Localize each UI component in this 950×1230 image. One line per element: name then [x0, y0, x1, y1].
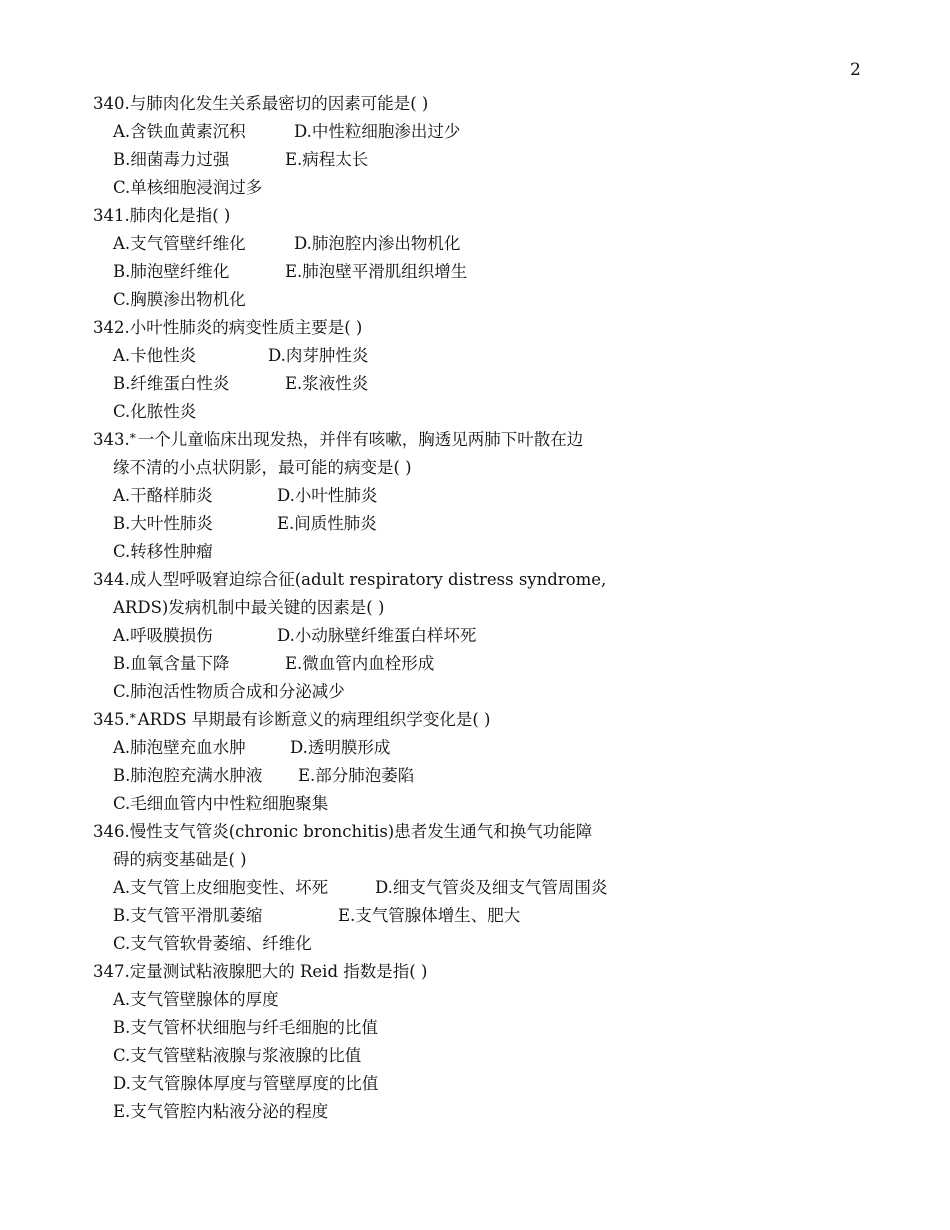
- question-344: [93, 566, 893, 706]
- option-a: A.支气管上皮细胞变性、坏死: [113, 878, 329, 897]
- option-row: [93, 902, 893, 930]
- option-b: B.支气管杯状细胞与纤毛细胞的比值: [113, 1018, 378, 1037]
- option-e: E.肺泡壁平滑肌组织增生: [285, 262, 468, 281]
- option-a: A.支气管壁腺体的厚度: [113, 990, 279, 1009]
- option-c: C.单核细胞浸润过多: [113, 178, 263, 197]
- option-e: E.间质性肺炎: [277, 514, 377, 533]
- question-number: 343.: [93, 430, 130, 449]
- option-b: B.大叶性肺炎: [113, 514, 213, 533]
- option-b: B.肺泡腔充满水肿液: [113, 766, 263, 785]
- option-c: C.化脓性炎: [113, 402, 197, 421]
- option-d: D.透明膜形成: [290, 738, 391, 757]
- option-row: [93, 370, 893, 398]
- question-stem: [93, 426, 893, 454]
- question-342: [93, 314, 893, 426]
- option-a: A.支气管壁纤维化: [113, 234, 246, 253]
- option-d: D.肉芽肿性炎: [268, 346, 369, 365]
- question-346: [93, 818, 893, 958]
- page-number: 2: [850, 60, 861, 80]
- option-b: B.血氧含量下降: [113, 654, 230, 673]
- option-b: B.肺泡壁纤维化: [113, 262, 230, 281]
- option-b: B.纤维蛋白性炎: [113, 374, 230, 393]
- option-row: [93, 258, 893, 286]
- option-a: A.含铁血黄素沉积: [113, 122, 246, 141]
- option-row: [93, 734, 893, 762]
- option-row: [93, 510, 893, 538]
- question-345: [93, 706, 893, 818]
- option-c: C.支气管壁粘液腺与浆液腺的比值: [113, 1046, 362, 1065]
- option-c: C.肺泡活性物质合成和分泌减少: [113, 682, 345, 701]
- option-d: D.细支气管炎及细支气管周围炎: [375, 878, 608, 897]
- option-a: A.卡他性炎: [113, 346, 197, 365]
- option-d: D.肺泡腔内渗出物机化: [294, 234, 461, 253]
- option-a: A.干酪样肺炎: [113, 486, 213, 505]
- question-347: [93, 958, 893, 1126]
- option-row: [93, 342, 893, 370]
- question-stem: 344.成人型呼吸窘迫综合征(adult respiratory distress syndrome,: [93, 570, 607, 589]
- option-row: [93, 230, 893, 258]
- star-marker: *: [129, 711, 136, 725]
- question-stem: 341.肺肉化是指( ): [93, 206, 231, 225]
- question-stem-text: 一个儿童临床出现发热，并伴有咳嗽，胸透见两肺下叶散在边: [137, 430, 584, 449]
- option-b: B.支气管平滑肌萎缩: [113, 906, 263, 925]
- option-e: E.部分肺泡萎陷: [298, 766, 415, 785]
- question-number: 345.: [93, 710, 130, 729]
- option-c: C.转移性肿瘤: [113, 542, 213, 561]
- option-e: E.浆液性炎: [285, 374, 369, 393]
- option-d: D.小叶性肺炎: [277, 486, 378, 505]
- option-row: [93, 146, 893, 174]
- question-stem-text: ARDS 早期最有诊断意义的病理组织学变化是( ): [137, 710, 491, 729]
- option-row: [93, 482, 893, 510]
- option-e: E.微血管内血栓形成: [285, 654, 435, 673]
- question-stem-continued: 缘不清的小点状阴影，最可能的病变是( ): [113, 458, 412, 477]
- option-row: [93, 762, 893, 790]
- option-a: A.肺泡壁充血水肿: [113, 738, 246, 757]
- option-d: D.小动脉壁纤维蛋白样坏死: [277, 626, 477, 645]
- question-stem: 340.与肺肉化发生关系最密切的因素可能是( ): [93, 94, 429, 113]
- option-d: D.中性粒细胞渗出过少: [294, 122, 461, 141]
- option-e: E.支气管腺体增生、肥大: [338, 906, 521, 925]
- option-a: A.呼吸膜损伤: [113, 626, 213, 645]
- question-list: [93, 90, 893, 1126]
- option-b: B.细菌毒力过强: [113, 150, 230, 169]
- question-stem: [93, 706, 893, 734]
- option-row: [93, 118, 893, 146]
- question-stem-continued: 碍的病变基础是( ): [113, 850, 247, 869]
- question-340: [93, 90, 893, 202]
- option-c: C.毛细血管内中性粒细胞聚集: [113, 794, 329, 813]
- option-e: E.支气管腔内粘液分泌的程度: [113, 1102, 329, 1121]
- option-c: C.支气管软骨萎缩、纤维化: [113, 934, 312, 953]
- question-stem: 347.定量测试粘液腺肥大的 Reid 指数是指( ): [93, 962, 428, 981]
- question-stem: 342.小叶性肺炎的病变性质主要是( ): [93, 318, 363, 337]
- option-c: C.胸膜渗出物机化: [113, 290, 246, 309]
- question-343: [93, 426, 893, 566]
- question-stem: 346.慢性支气管炎(chronic bronchitis)患者发生通气和换气功能障: [93, 822, 593, 841]
- question-stem-continued: ARDS)发病机制中最关键的因素是( ): [113, 598, 385, 617]
- option-row: [93, 622, 893, 650]
- option-d: D.支气管腺体厚度与管壁厚度的比值: [113, 1074, 379, 1093]
- option-row: [93, 874, 893, 902]
- option-e: E.病程太长: [285, 150, 369, 169]
- star-marker: *: [129, 431, 136, 445]
- option-row: [93, 650, 893, 678]
- question-341: [93, 202, 893, 314]
